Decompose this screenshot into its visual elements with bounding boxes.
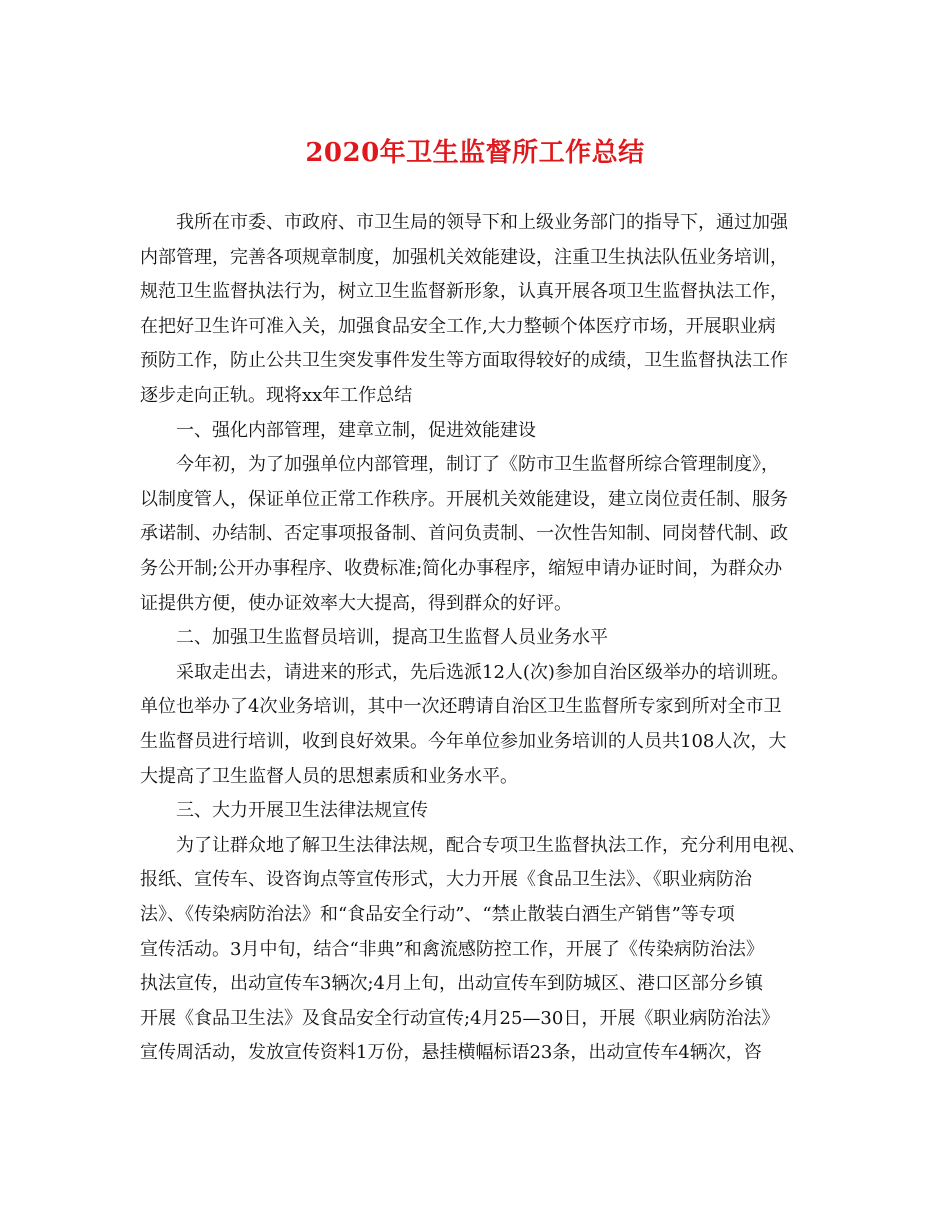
body-text-line: 报纸、宣传车、设咨询点等宣传形式，大力开展《食品卫生法》、《职业病防治 [140,869,752,891]
body-text-line: 在把好卫生许可准入关，加强食品安全工作,大力整顿个体医疗市场，开展职业病 [140,315,776,337]
body-text-line: 务公开制;公开办事程序、收费标准;简化办事程序，缩短申请办证时间，为群众办 [140,558,783,579]
body-text-line: 大提高了卫生监督人员的思想素质和业务水平。 [140,765,518,787]
body-text-line: 宣传周活动，发放宣传资料1万份，悬挂横幅标语23条，出动宣传车4辆次，咨 [140,1042,762,1064]
body-text-line: 规范卫生监督执法行为，树立卫生监督新形象，认真开展各项卫生监督执法工作， [140,281,788,303]
body-text-line: 单位也举办了4次业务培训，其中一次还聘请自治区卫生监督所专家到所对全市卫 [140,696,782,718]
body-text-line: 二、加强卫生监督员培训，提高卫生监督人员业务水平 [176,627,608,649]
body-text-line: 执法宣传，出动宣传车3辆次;4月上旬，出动宣传车到防城区、港口区部分乡镇 [140,973,763,995]
body-text-line: 开展《食品卫生法》及食品安全行动宣传;4月25—30日，开展《职业病防治法》 [140,1007,780,1029]
body-text-line: 采取走出去，请进来的形式，先后选派12人(次)参加自治区级举办的培训班。 [176,661,789,683]
body-text-line: 三、大力开展卫生法律法规宣传 [176,800,428,822]
body-text-line: 内部管理，完善各项规章制度，加强机关效能建设，注重卫生执法队伍业务培训， [140,246,788,268]
body-text-line: 预防工作，防止公共卫生突发事件发生等方面取得较好的成绩，卫生监督执法工作 [140,350,788,372]
body-text-line: 承诺制、办结制、否定事项报备制、首问负责制、一次性告知制、同岗替代制、政 [140,523,788,545]
body-text-line: 宣传活动。3月中旬，结合“非典”和禽流感防控工作，开展了《传染病防治法》 [140,938,764,960]
body-text-line: 法》、《传染病防治法》和“食品安全行动”、“禁止散装白酒生产销售”等专项 [140,904,735,925]
body-text-line: 证提供方便，使办证效率大大提高，得到群众的好评。 [140,592,572,614]
body-text-line: 生监督员进行培训，收到良好效果。今年单位参加业务培训的人员共108人次，大 [140,731,787,752]
body-text-line: 今年初，为了加强单位内部管理，制订了《防市卫生监督所综合管理制度》， [176,454,779,476]
body-text-line: 一、强化内部管理，建章立制，促进效能建设 [176,419,536,441]
body-text-line: 我所在市委、市政府、市卫生局的领导下和上级业务部门的指导下，通过加强 [176,212,788,233]
body-text-line: 以制度管人，保证单位正常工作秩序。开展机关效能建设，建立岗位责任制、服务 [140,488,788,510]
body-text-line: 逐步走向正轨。现将xx年工作总结 [140,385,413,406]
document-title: 2020年卫生监督所工作总结 [305,138,645,168]
body-text-line: 为了让群众地了解卫生法律法规，配合专项卫生监督执法工作，充分利用电视、 [176,834,806,856]
